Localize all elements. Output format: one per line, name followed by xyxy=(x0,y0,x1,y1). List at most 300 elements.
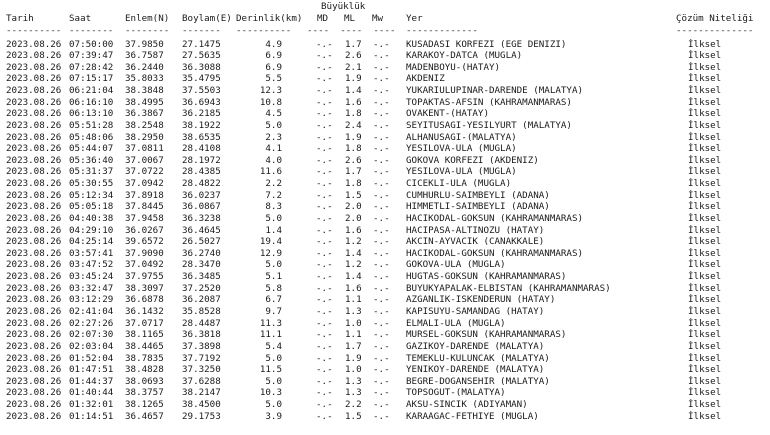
cell-enlem: 37.0811 xyxy=(125,143,164,155)
cell-tarih: 2023.08.26 xyxy=(6,340,62,352)
cell-boylam: 28.4385 xyxy=(182,166,221,178)
cell-derinlik: 5.0 xyxy=(265,119,282,131)
cell-enlem: 37.8445 xyxy=(125,201,164,213)
cell-derinlik: 4.5 xyxy=(265,108,282,120)
cell-enlem: 39.6572 xyxy=(125,236,164,248)
cell-saat: 05:05:18 xyxy=(69,201,114,213)
cell-saat: 07:39:47 xyxy=(69,50,114,62)
cell-ml: 2.1 xyxy=(345,61,362,73)
header-tarih: Tarih xyxy=(6,13,34,24)
cell-yer: HACIKODAL-GOKSUN (KAHRAMANMARAS) xyxy=(406,247,584,259)
separator-magnitude: ---- ---- ---- xyxy=(307,25,396,36)
cell-enlem: 38.0693 xyxy=(125,375,164,387)
cell-enlem: 37.8918 xyxy=(125,189,164,201)
cell-cozum: İlksel xyxy=(688,387,722,399)
cell-tarih: 2023.08.26 xyxy=(6,317,62,329)
cell-yer: MADENBOYU-(HATAY) xyxy=(406,61,501,73)
cell-tarih: 2023.08.26 xyxy=(6,154,62,166)
cell-saat: 04:29:10 xyxy=(69,224,114,236)
cell-enlem: 36.2440 xyxy=(125,61,164,73)
cell-tarih: 2023.08.26 xyxy=(6,375,62,387)
cell-derinlik: 1.4 xyxy=(265,224,282,236)
cell-saat: 02:27:26 xyxy=(69,317,114,329)
header-ml: ML xyxy=(344,13,356,24)
cell-enlem: 38.3097 xyxy=(125,282,164,294)
cell-tarih: 2023.08.26 xyxy=(6,178,62,190)
cell-tarih: 2023.08.26 xyxy=(6,108,62,120)
cell-cozum: İlksel xyxy=(688,119,722,131)
cell-cozum: İlksel xyxy=(688,108,722,120)
table-row xyxy=(0,73,770,85)
cell-mw: -.- xyxy=(373,364,390,376)
cell-boylam: 28.4487 xyxy=(182,317,221,329)
cell-boylam: 36.0867 xyxy=(182,201,221,213)
cell-cozum: İlksel xyxy=(688,189,722,201)
cell-ml: 1.3 xyxy=(345,305,362,317)
cell-tarih: 2023.08.26 xyxy=(6,50,62,62)
cell-md: -.- xyxy=(316,131,333,143)
cell-saat: 05:36:40 xyxy=(69,154,114,166)
cell-derinlik: 11.6 xyxy=(259,166,282,178)
table-row xyxy=(0,190,770,202)
cell-boylam: 36.3088 xyxy=(182,61,221,73)
table-row xyxy=(0,376,770,388)
header-cozum: Çözüm Niteliği xyxy=(676,13,754,24)
table-row xyxy=(0,294,770,306)
cell-yer: MURSEL-GOKSUN (KAHRAMANMARAS) xyxy=(406,329,567,341)
separator-enlem: -------- xyxy=(125,25,170,36)
cell-mw: -.- xyxy=(373,143,390,155)
cell-md: -.- xyxy=(316,399,333,411)
cell-tarih: 2023.08.26 xyxy=(6,282,62,294)
cell-saat: 05:12:34 xyxy=(69,189,114,201)
cell-md: -.- xyxy=(316,340,333,352)
cell-boylam: 38.4500 xyxy=(182,399,221,411)
cell-cozum: İlksel xyxy=(688,329,722,341)
cell-mw: -.- xyxy=(373,282,390,294)
table-row xyxy=(0,178,770,190)
cell-saat: 05:48:06 xyxy=(69,131,114,143)
cell-ml: 2.0 xyxy=(345,212,362,224)
separator-tarih: ---------- xyxy=(6,25,62,36)
cell-md: -.- xyxy=(316,61,333,73)
cell-saat: 02:03:04 xyxy=(69,340,114,352)
cell-tarih: 2023.08.26 xyxy=(6,352,62,364)
cell-cozum: İlksel xyxy=(688,50,722,62)
table-row xyxy=(0,85,770,97)
cell-yer: YESILOVA-ULA (MUGLA) xyxy=(406,143,517,155)
cell-tarih: 2023.08.26 xyxy=(6,247,62,259)
cell-md: -.- xyxy=(316,143,333,155)
cell-mw: -.- xyxy=(373,178,390,190)
cell-cozum: İlksel xyxy=(688,305,722,317)
cell-boylam: 38.1922 xyxy=(182,119,221,131)
cell-boylam: 36.2185 xyxy=(182,108,221,120)
cell-derinlik: 5.0 xyxy=(265,352,282,364)
cell-md: -.- xyxy=(316,224,333,236)
cell-enlem: 38.3757 xyxy=(125,387,164,399)
cell-md: -.- xyxy=(316,73,333,85)
cell-mw: -.- xyxy=(373,154,390,166)
cell-saat: 07:28:42 xyxy=(69,61,114,73)
cell-tarih: 2023.08.26 xyxy=(6,399,62,411)
table-row xyxy=(0,50,770,62)
cell-mw: -.- xyxy=(373,259,390,271)
cell-yer: YESILOVA-ULA (MUGLA) xyxy=(406,166,517,178)
cell-cozum: İlksel xyxy=(688,399,722,411)
cell-enlem: 37.0722 xyxy=(125,166,164,178)
cell-tarih: 2023.08.26 xyxy=(6,96,62,108)
cell-cozum: İlksel xyxy=(688,247,722,259)
cell-derinlik: 5.4 xyxy=(265,340,282,352)
cell-derinlik: 2.3 xyxy=(265,131,282,143)
cell-yer: TOPAKTAS-AFSIN (KAHRAMANMARAS) xyxy=(406,96,572,108)
cell-yer: KAPISUYU-SAMANDAG (HATAY) xyxy=(406,305,545,317)
cell-mw: -.- xyxy=(373,201,390,213)
header-derinlik: Derinlik(km) xyxy=(236,13,303,24)
cell-derinlik: 10.3 xyxy=(259,387,282,399)
cell-derinlik: 11.1 xyxy=(259,329,282,341)
cell-ml: 1.1 xyxy=(345,329,362,341)
cell-yer: HUGTAS-GOKSUN (KAHRAMANMARAS) xyxy=(406,271,567,283)
cell-cozum: İlksel xyxy=(688,294,722,306)
cell-derinlik: 5.0 xyxy=(265,259,282,271)
cell-ml: 1.9 xyxy=(345,73,362,85)
cell-md: -.- xyxy=(316,119,333,131)
cell-boylam: 36.4645 xyxy=(182,224,221,236)
cell-yer: CUMHURLU-SAIMBEYLI (ADANA) xyxy=(406,189,550,201)
cell-yer: AKSU-SINCIK (ADIYAMAN) xyxy=(406,399,528,411)
cell-saat: 03:47:52 xyxy=(69,259,114,271)
cell-derinlik: 4.9 xyxy=(265,38,282,50)
cell-boylam: 28.1972 xyxy=(182,154,221,166)
cell-boylam: 36.3818 xyxy=(182,329,221,341)
cell-ml: 1.0 xyxy=(345,317,362,329)
cell-cozum: İlksel xyxy=(688,131,722,143)
cell-tarih: 2023.08.26 xyxy=(6,387,62,399)
cell-yer: CICEKLI-ULA (MUGLA) xyxy=(406,178,512,190)
cell-yer: KARAAGAC-FETHIYE (MUGLA) xyxy=(406,410,539,422)
cell-mw: -.- xyxy=(373,247,390,259)
cell-yer: GAZIKOY-DARENDE (MALATYA) xyxy=(406,340,545,352)
cell-tarih: 2023.08.26 xyxy=(6,166,62,178)
cell-mw: -.- xyxy=(373,166,390,178)
cell-derinlik: 19.4 xyxy=(259,236,282,248)
cell-cozum: İlksel xyxy=(688,271,722,283)
cell-cozum: İlksel xyxy=(688,143,722,155)
cell-md: -.- xyxy=(316,410,333,422)
cell-derinlik: 5.0 xyxy=(265,375,282,387)
cell-saat: 01:14:51 xyxy=(69,410,114,422)
table-row xyxy=(0,306,770,318)
cell-boylam: 28.4108 xyxy=(182,143,221,155)
cell-yer: KUSADASI KORFEZI (EGE DENIZI) xyxy=(406,38,567,50)
cell-mw: -.- xyxy=(373,329,390,341)
cell-ml: 2.2 xyxy=(345,399,362,411)
cell-enlem: 38.1265 xyxy=(125,399,164,411)
table-row xyxy=(0,399,770,411)
cell-ml: 1.6 xyxy=(345,96,362,108)
header-mw: Mw xyxy=(372,13,384,24)
table-row xyxy=(0,248,770,260)
cell-ml: 1.4 xyxy=(345,247,362,259)
cell-boylam: 36.3485 xyxy=(182,271,221,283)
cell-boylam: 37.2520 xyxy=(182,282,221,294)
cell-ml: 1.5 xyxy=(345,410,362,422)
cell-mw: -.- xyxy=(373,73,390,85)
cell-yer: BUYUKYAPALAK-ELBISTAN (KAHRAMANMARAS) xyxy=(406,282,611,294)
table-row xyxy=(0,271,770,283)
cell-mw: -.- xyxy=(373,61,390,73)
cell-boylam: 35.4795 xyxy=(182,73,221,85)
cell-ml: 1.8 xyxy=(345,143,362,155)
cell-ml: 1.6 xyxy=(345,224,362,236)
cell-saat: 05:31:37 xyxy=(69,166,114,178)
cell-md: -.- xyxy=(316,305,333,317)
cell-boylam: 26.5027 xyxy=(182,236,221,248)
cell-mw: -.- xyxy=(373,212,390,224)
cell-ml: 2.4 xyxy=(345,119,362,131)
separator-saat: -------- xyxy=(69,25,114,36)
cell-mw: -.- xyxy=(373,108,390,120)
cell-yer: AZGANLIK-ISKENDERUN (HATAY) xyxy=(406,294,556,306)
cell-mw: -.- xyxy=(373,352,390,364)
cell-mw: -.- xyxy=(373,294,390,306)
cell-boylam: 27.1475 xyxy=(182,38,221,50)
cell-md: -.- xyxy=(316,271,333,283)
cell-yer: OVAKENT-(HATAY) xyxy=(406,108,489,120)
cell-cozum: İlksel xyxy=(688,178,722,190)
cell-enlem: 38.1165 xyxy=(125,329,164,341)
table-row xyxy=(0,166,770,178)
cell-md: -.- xyxy=(316,329,333,341)
table-row xyxy=(0,364,770,376)
cell-enlem: 37.0717 xyxy=(125,317,164,329)
cell-derinlik: 5.5 xyxy=(265,73,282,85)
cell-mw: -.- xyxy=(373,305,390,317)
cell-saat: 01:44:37 xyxy=(69,375,114,387)
cell-boylam: 28.4822 xyxy=(182,178,221,190)
table-row xyxy=(0,329,770,341)
cell-enlem: 38.3848 xyxy=(125,85,164,97)
cell-saat: 05:30:55 xyxy=(69,178,114,190)
table-row xyxy=(0,318,770,330)
cell-yer: ELMALI-ULA (MUGLA) xyxy=(406,317,506,329)
cell-mw: -.- xyxy=(373,224,390,236)
cell-mw: -.- xyxy=(373,375,390,387)
cell-md: -.- xyxy=(316,178,333,190)
table-row xyxy=(0,62,770,74)
cell-boylam: 29.1753 xyxy=(182,410,221,422)
cell-tarih: 2023.08.26 xyxy=(6,329,62,341)
cell-derinlik: 8.3 xyxy=(265,201,282,213)
cell-mw: -.- xyxy=(373,317,390,329)
cell-yer: GOKOVA-ULA (MUGLA) xyxy=(406,259,506,271)
cell-derinlik: 3.9 xyxy=(265,410,282,422)
cell-enlem: 37.9090 xyxy=(125,247,164,259)
cell-md: -.- xyxy=(316,364,333,376)
table-row xyxy=(0,143,770,155)
cell-tarih: 2023.08.26 xyxy=(6,73,62,85)
cell-md: -.- xyxy=(316,189,333,201)
cell-enlem: 38.2548 xyxy=(125,119,164,131)
cell-boylam: 28.3470 xyxy=(182,259,221,271)
cell-saat: 01:32:01 xyxy=(69,399,114,411)
cell-enlem: 37.9458 xyxy=(125,212,164,224)
cell-md: -.- xyxy=(316,387,333,399)
cell-boylam: 37.3250 xyxy=(182,364,221,376)
cell-enlem: 38.4995 xyxy=(125,96,164,108)
cell-yer: YENIKOY-DARENDE (MALATYA) xyxy=(406,364,545,376)
cell-md: -.- xyxy=(316,108,333,120)
cell-enlem: 37.0492 xyxy=(125,259,164,271)
cell-tarih: 2023.08.26 xyxy=(6,189,62,201)
cell-derinlik: 5.0 xyxy=(265,212,282,224)
cell-ml: 1.2 xyxy=(345,259,362,271)
cell-tarih: 2023.08.26 xyxy=(6,201,62,213)
cell-tarih: 2023.08.26 xyxy=(6,305,62,317)
cell-enlem: 37.0067 xyxy=(125,154,164,166)
cell-boylam: 36.2740 xyxy=(182,247,221,259)
cell-enlem: 36.0267 xyxy=(125,224,164,236)
cell-ml: 2.0 xyxy=(345,201,362,213)
cell-md: -.- xyxy=(316,259,333,271)
cell-ml: 2.6 xyxy=(345,154,362,166)
cell-cozum: İlksel xyxy=(688,317,722,329)
cell-enlem: 38.2950 xyxy=(125,131,164,143)
cell-ml: 1.8 xyxy=(345,178,362,190)
cell-tarih: 2023.08.26 xyxy=(6,143,62,155)
cell-tarih: 2023.08.26 xyxy=(6,61,62,73)
cell-mw: -.- xyxy=(373,50,390,62)
cell-yer: SEYITUSAGI-YESILYURT (MALATYA) xyxy=(406,119,572,131)
cell-ml: 1.1 xyxy=(345,294,362,306)
cell-tarih: 2023.08.26 xyxy=(6,131,62,143)
cell-enlem: 36.1432 xyxy=(125,305,164,317)
table-row xyxy=(0,132,770,144)
cell-derinlik: 5.1 xyxy=(265,271,282,283)
cell-cozum: İlksel xyxy=(688,85,722,97)
separator-derinlik: ---------- xyxy=(236,25,292,36)
cell-derinlik: 5.8 xyxy=(265,282,282,294)
cell-tarih: 2023.08.26 xyxy=(6,85,62,97)
cell-saat: 03:57:41 xyxy=(69,247,114,259)
cell-tarih: 2023.08.26 xyxy=(6,119,62,131)
cell-ml: 1.3 xyxy=(345,387,362,399)
cell-ml: 1.6 xyxy=(345,282,362,294)
cell-md: -.- xyxy=(316,294,333,306)
cell-md: -.- xyxy=(316,154,333,166)
cell-derinlik: 7.2 xyxy=(265,189,282,201)
cell-boylam: 36.3238 xyxy=(182,212,221,224)
header-enlem: Enlem(N) xyxy=(125,13,170,24)
table-row xyxy=(0,225,770,237)
cell-md: -.- xyxy=(316,201,333,213)
cell-enlem: 36.3867 xyxy=(125,108,164,120)
cell-cozum: İlksel xyxy=(688,259,722,271)
table-row xyxy=(0,387,770,399)
cell-saat: 03:32:47 xyxy=(69,282,114,294)
cell-cozum: İlksel xyxy=(688,61,722,73)
cell-md: -.- xyxy=(316,282,333,294)
cell-ml: 1.7 xyxy=(345,166,362,178)
cell-derinlik: 6.9 xyxy=(265,61,282,73)
table-row xyxy=(0,120,770,132)
cell-derinlik: 4.0 xyxy=(265,154,282,166)
cell-mw: -.- xyxy=(373,387,390,399)
cell-md: -.- xyxy=(316,317,333,329)
table-row xyxy=(0,283,770,295)
cell-mw: -.- xyxy=(373,236,390,248)
cell-cozum: İlksel xyxy=(688,410,722,422)
header-md: MD xyxy=(317,13,329,24)
cell-ml: 1.3 xyxy=(345,375,362,387)
cell-boylam: 36.0237 xyxy=(182,189,221,201)
cell-yer: TEMEKLU-KULUNCAK (MALATYA) xyxy=(406,352,550,364)
cell-ml: 1.7 xyxy=(345,38,362,50)
cell-mw: -.- xyxy=(373,85,390,97)
cell-cozum: İlksel xyxy=(688,38,722,50)
cell-ml: 1.4 xyxy=(345,85,362,97)
cell-cozum: İlksel xyxy=(688,236,722,248)
cell-cozum: İlksel xyxy=(688,96,722,108)
cell-saat: 07:15:17 xyxy=(69,73,114,85)
cell-md: -.- xyxy=(316,38,333,50)
cell-boylam: 37.5503 xyxy=(182,85,221,97)
cell-ml: 1.7 xyxy=(345,340,362,352)
table-row xyxy=(0,411,770,423)
cell-mw: -.- xyxy=(373,119,390,131)
cell-boylam: 37.6288 xyxy=(182,375,221,387)
cell-saat: 07:50:00 xyxy=(69,38,114,50)
cell-md: -.- xyxy=(316,247,333,259)
cell-yer: HACIPASA-ALTINOZU (HATAY) xyxy=(406,224,545,236)
cell-enlem: 38.4465 xyxy=(125,340,164,352)
cell-cozum: İlksel xyxy=(688,340,722,352)
cell-boylam: 36.2087 xyxy=(182,294,221,306)
cell-cozum: İlksel xyxy=(688,224,722,236)
separator-cozum: -------------- xyxy=(676,25,754,36)
cell-ml: 1.2 xyxy=(345,236,362,248)
cell-derinlik: 2.2 xyxy=(265,178,282,190)
cell-ml: 1.9 xyxy=(345,131,362,143)
cell-mw: -.- xyxy=(373,131,390,143)
cell-enlem: 37.0942 xyxy=(125,178,164,190)
cell-saat: 05:44:07 xyxy=(69,143,114,155)
cell-saat: 01:47:51 xyxy=(69,364,114,376)
cell-boylam: 35.8528 xyxy=(182,305,221,317)
cell-yer: YUKARIULUPINAR-DARENDE (MALATYA) xyxy=(406,85,584,97)
cell-tarih: 2023.08.26 xyxy=(6,38,62,50)
cell-saat: 06:13:10 xyxy=(69,108,114,120)
cell-boylam: 38.6535 xyxy=(182,131,221,143)
cell-saat: 06:16:10 xyxy=(69,96,114,108)
cell-tarih: 2023.08.26 xyxy=(6,410,62,422)
cell-mw: -.- xyxy=(373,96,390,108)
cell-derinlik: 12.9 xyxy=(259,247,282,259)
cell-derinlik: 5.0 xyxy=(265,399,282,411)
header-yer: Yer xyxy=(406,13,423,24)
cell-saat: 03:12:29 xyxy=(69,294,114,306)
cell-md: -.- xyxy=(316,85,333,97)
cell-tarih: 2023.08.26 xyxy=(6,271,62,283)
cell-cozum: İlksel xyxy=(688,282,722,294)
cell-boylam: 38.2147 xyxy=(182,387,221,399)
cell-derinlik: 6.7 xyxy=(265,294,282,306)
cell-ml: 1.8 xyxy=(345,108,362,120)
cell-md: -.- xyxy=(316,236,333,248)
cell-cozum: İlksel xyxy=(688,166,722,178)
